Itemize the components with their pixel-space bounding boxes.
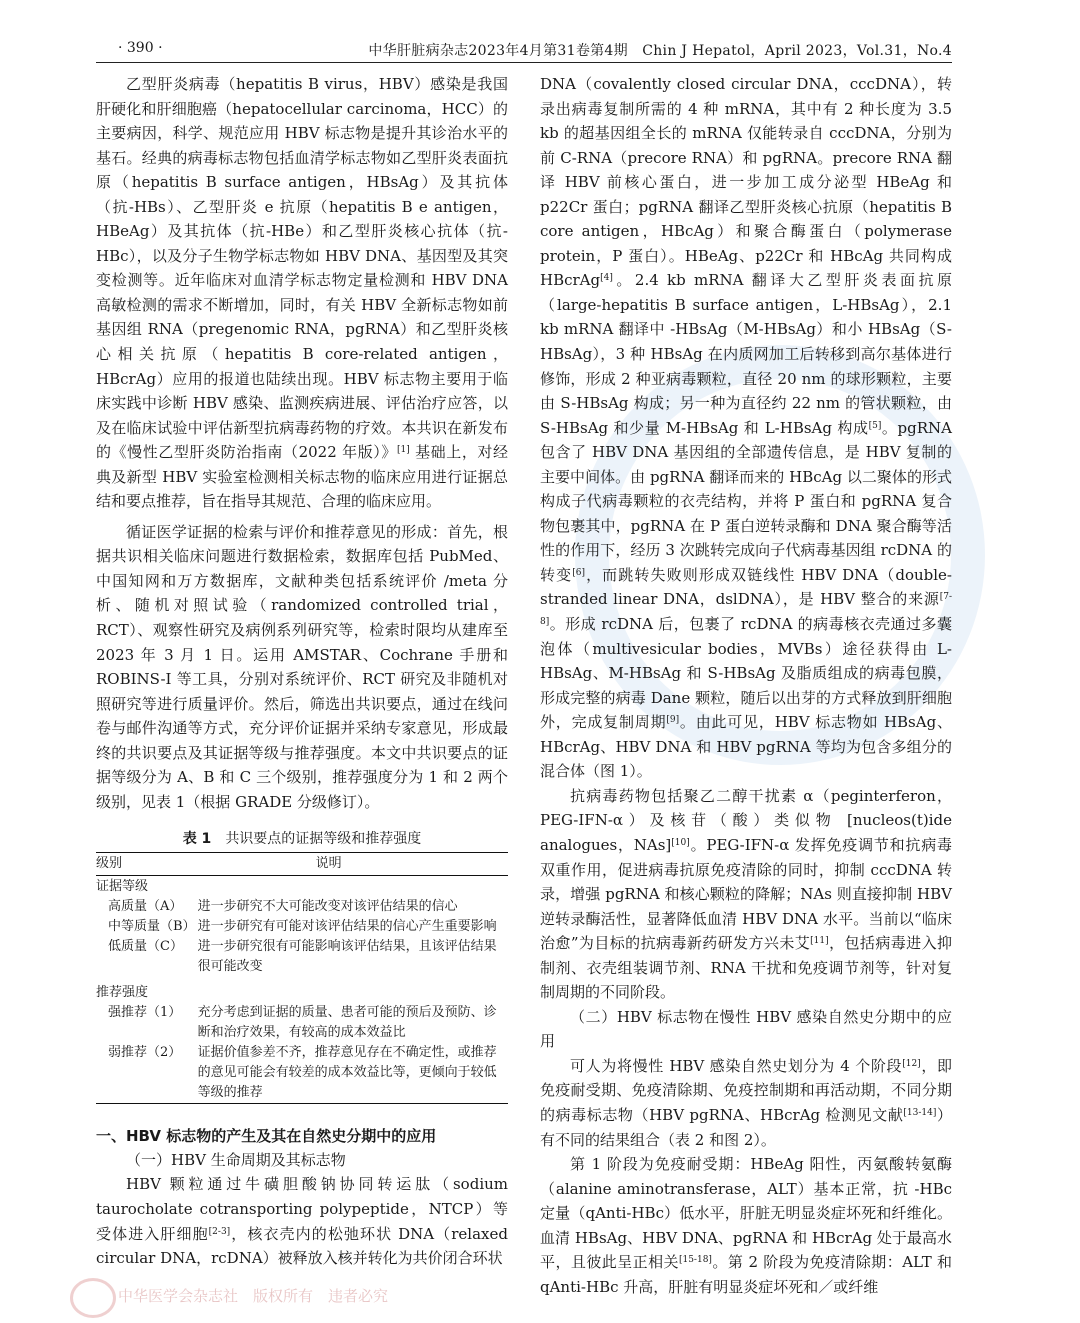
paragraph: 第 1 阶段为免疫耐受期：HBeAg 阳性，丙氨酸转氨酶（alanine aminotransferase，ALT）基本正常，抗 -HBc 定量（qAnti-HBc）低水平，肝脏无明显炎症坏死和纤维化。血清 HBsAg、HBV DNA、pgRNA 和 HBcrAg 处于最高水平，且彼此呈正相关[15-18]。第 2 阶段为免疫清除期：ALT 和 qAnti-HBc 升高，肝脏有明显炎症坏死和／或纤维 [540,1155,952,1296]
table-cell: 充分考虑到证据的质量、患者可能的预后及预防、诊断和治疗效果，有较高的成本效益比 [197,1005,497,1041]
table-cell: 进一步研究很有可能影响该评估结果，且该评估结果很可能改变 [197,939,497,975]
table-cell: 进一步研究有可能对该评估结果的信心产生重要影响 [197,919,497,935]
table-cell: 中等质量（B） [108,919,196,935]
table-cell: 强推荐（1） [108,1005,182,1021]
paragraph: HBV 颗粒通过牛磺胆酸钠协同转运肽（sodium taurocholate cotransporting polypeptide，NTCP）等受体进入肝细胞[2-3]，核衣壳内的松弛环状 DNA（relaxed circular DNA，rcDNA）被释放入核并转化为共价闭合环状 [96,1175,508,1268]
paragraph: DNA（covalently closed circular DNA，cccDNA），转录出病毒复制所需的 4 种 mRNA，其中有 2 种长度为 3.5 kb 的超基因组全长的 mRNA 仅能转录自 cccDNA，分别为前 C-RNA（precore RNA）和 pgRNA。precore RNA 翻译 HBV 前核心蛋白，进一步加工成分泌型 HBeAg 和 p22Cr 蛋白；pgRNA 翻译乙型肝炎核心抗原（hepatitis B core antigen，HBcAg）和聚合酶蛋白（polymerase protein，P 蛋白）。HBeAg、p22Cr 和 HBcAg 共同构成 HBcrAg[4]。2.4 kb mRNA 翻译大乙型肝炎表面抗原（large-hepatitis B surface antigen，L-HBsAg），2.1 kb mRNA 翻译中 -HBsAg（M-HBsAg）和小 HBsAg（S-HBsAg），3 种 HBsAg 在内质网加工后转移到高尔基体进行修饰，形成 2 种亚病毒颗粒，直径 20 nm 的球形颗粒，主要由 S-HBsAg 构成；另一种为直径约 22 nm 的管状颗粒，由 S-HBsAg 和少量 M-HBsAg 和 L-HBsAg 构成[5]。pgRNA 包含了 HBV DNA 基因组的全部遗传信息，是 HBV 复制的主要中间体。由 pgRNA 翻译而来的 HBcAg 以二聚体的形式构成子代病毒颗粒的衣壳结构，并将 P 蛋白和 pgRNA 复合物包裹其中，pgRNA 在 P 蛋白逆转录酶和 DNA 聚合酶等活性的作用下，经历 3 次跳转完成向子代病毒基因组 rcDNA 的转变[6]，而跳转失败则形成双链线性 HBV DNA（double-stranded linear DNA，dslDNA），是 HBV 整合的来源[7-8]。形成 rcDNA 后，包裹了 rcDNA 的病毒核衣壳通过多囊泡体（multivesicular bodies，MVBs）途径获得由 L-HBsAg、M-HBsAg 和 S-HBsAg 及脂质组成的病毒包膜，形成完整的病毒 Dane 颗粒，随后以出芽的方式释放到肝细胞外，完成复制周期[9]。由此可见，HBV 标志物如 HBsAg、HBcrAg、HBV DNA 和 HBV pgRNA 等均为包含多组分的混合体（图 1）。 [540,75,952,781]
table-cell: 高质量（A） [108,899,183,915]
paragraph: 抗病毒药物包括聚乙二醇干扰素 α（peginterferon，PEG-IFN-α）及核苷（酸）类似物 [nucleos(t)ide analogues，NAs][10]。PEG-IFN-α 发挥免疫调节和抗病毒双重作用，促进病毒抗原免疫清除的同时，抑制 cccDNA 转录，增强 pgRNA 和核心颗粒的降解；NAs 则直接抑制 HBV 逆转录酶活性，显著降低血清 HBV DNA 水平。当前以“临床治愈”为目标的抗病毒新药研发方兴未艾[11]，包括病毒进入抑制剂、衣壳组装调节剂、RNA 干扰和免疫调节剂等，针对复制周期的不同阶段。 [540,786,952,1002]
subsection-heading: （二）HBV 标志物在慢性 HBV 感染自然史分期中的应用 [540,1007,952,1051]
left-column [96,72,508,1271]
page-number: · 390 · [118,40,163,56]
table-section: 证据等级 [96,879,149,895]
table-header: 说明 [196,853,508,876]
table-cell: 弱推荐（2） [96,1043,196,1104]
table-cell: 进一步研究不大可能改变对该评估结果的信心 [197,899,458,915]
right-column [540,72,952,1299]
table-cell: 证据价值参差不齐，推荐意见存在不确定性，或推荐的意见可能会有较差的成本效益比等，更倾向于较低等级的推荐 [196,1043,508,1104]
paragraph: 循证医学证据的检索与评价和推荐意见的形成：首先，根据共识相关临床问题进行数据检索，数据库包括 PubMed、中国知网和万方数据库，文献种类包括系统评价 /meta 分析、随机对照试验（randomized controlled trial，RCT）、观察性研究及病例系列研究等，检索时限均从建库至 2023 年 3 月 1 日。运用 AMSTAR、Cochrane 手册和 ROBINS-I 等工具，分别对系统评价、RCT 研究及非随机对照研究等进行质量评价。然后，筛选出共识要点，通过在线问卷与邮件沟通等方式，充分评价证据并采纳专家意见，形成最终的共识要点及其证据等级与推荐强度。本文中共识要点的证据等级分为 A、B 和 C 三个级别，推荐强度分为 1 和 2 两个级别，见表 1（根据 GRADE 分级修订）。 [96,522,508,811]
publisher-logo-icon [70,1278,116,1318]
table-section: 推荐强度 [96,985,149,1001]
publisher-watermark: 中华医学会杂志社 版权所有 违者必究 [118,1287,389,1305]
evidence-table [96,852,508,1104]
table-caption: 表 1 共识要点的证据等级和推荐强度 [182,831,422,848]
paragraph: 可人为将慢性 HBV 感染自然史划分为 4 个阶段[12]，即免疫耐受期、免疫清除期、免疫控制期和再活动期，不同分期的病毒标志物（HBV pgRNA、HBcrAg 检测见文献[13-14]）有不同的结果组合（表 2 和图 2）。 [540,1056,952,1149]
paragraph: 乙型肝炎病毒（hepatitis B virus，HBV）感染是我国肝硬化和肝细胞癌（hepatocellular carcinoma，HCC）的主要病因，科学、规范应用 HBV 标志物是提升其诊治水平的基石。经典的病毒标志物包括血清学标志物如乙型肝炎表面抗原（hepatitis B surface antigen，HBsAg）及其抗体（抗-HBs）、乙型肝炎 e 抗原（hepatitis B e antigen，HBeAg）及其抗体（抗-HBe）和乙型肝炎核心抗体（抗-HBc），以及分子生物学标志物如 HBV DNA、基因型及其突变检测等。近年临床对血清学标志物定量检测和 HBV DNA 高敏检测的需求不断增加，同时，有关 HBV 全新标志物如前基因组 RNA（pregenomic RNA，pgRNA）和乙型肝炎核心相关抗原（hepatitis B core-related antigen，HBcrAg）应用的报道也陆续出现。HBV 标志物主要用于临床实践中诊断 HBV 感染、监测疾病进展、评估治疗应答，以及在临床试验中评估新型抗病毒药物的疗效。本共识在新发布的《慢性乙型肝炎防治指南（2022 年版）》[1] 基础上，对经典及新型 HBV 实验室检测相关标志物的临床应用进行证据总结和要点推荐，旨在指导其规范、合理的临床应用。 [96,75,508,511]
journal-citation: 中华肝脏病杂志2023年4月第31卷第4期 Chin J Hepatol，April 2023，Vol.31，No.4 [368,43,952,59]
table-header: 级别 [96,853,196,876]
section-heading: 一、HBV 标志物的产生及其在自然史分期中的应用 [96,1127,437,1146]
running-header [96,36,952,63]
subsection-heading: （一）HBV 生命周期及其标志物 [126,1151,346,1170]
table-cell: 低质量（C） [108,939,183,955]
